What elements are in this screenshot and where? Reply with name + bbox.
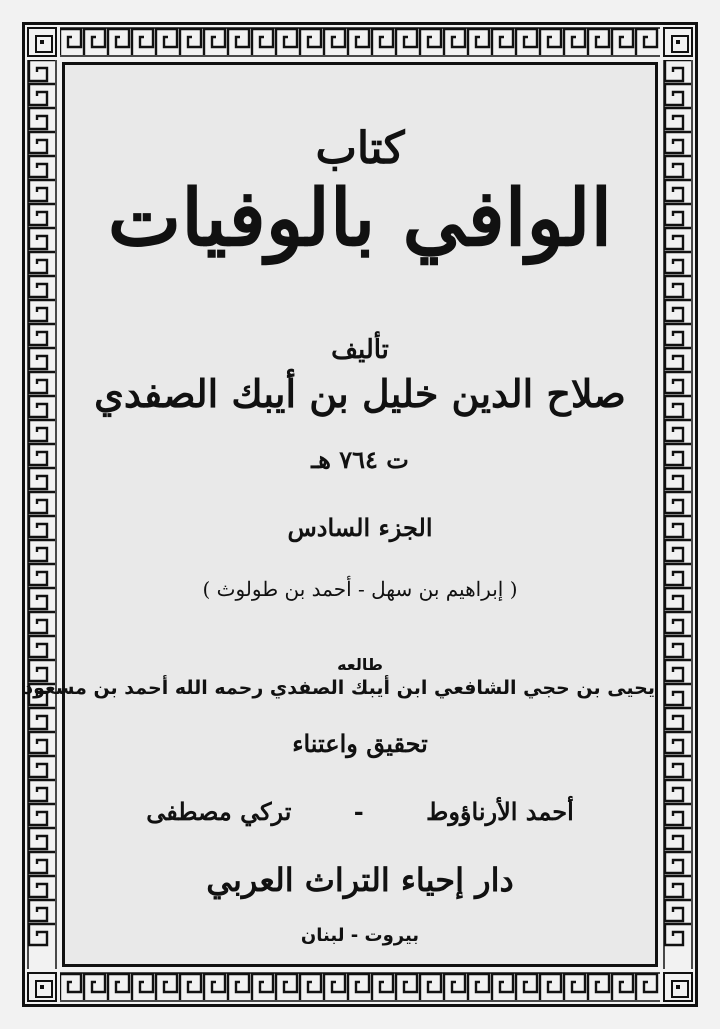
- greek-key-unit: [665, 780, 691, 801]
- greek-key-unit: [228, 29, 249, 55]
- greek-key-unit: [29, 108, 55, 129]
- greek-key-unit: [420, 29, 441, 55]
- editor-name-2: تركي مصطفى: [146, 797, 292, 826]
- greek-key-unit: [564, 29, 585, 55]
- greek-key-unit: [180, 974, 201, 1000]
- review-label: طالعه: [337, 655, 383, 674]
- volume-range: ( إبراهيم بن سهل - أحمد بن طولوث ): [202, 577, 518, 601]
- publisher-city: بيروت - لبنان: [300, 925, 420, 946]
- greek-key-unit: [665, 468, 691, 489]
- greek-key-unit: [665, 660, 691, 681]
- greek-key-unit: [276, 29, 297, 55]
- reviewers-line: يحيى بن حجي الشافعي ابن أيبك الصفدي رحمه الله أحمد بن مسعود: [23, 677, 655, 699]
- greek-key-unit: [348, 974, 369, 1000]
- greek-key-unit: [665, 732, 691, 753]
- greek-key-unit: [29, 228, 55, 249]
- greek-key-unit: [29, 84, 55, 105]
- greek-key-unit: [29, 636, 55, 657]
- greek-key-border-bottom: [60, 971, 660, 1003]
- greek-key-unit: [29, 276, 55, 297]
- greek-key-unit: [564, 974, 585, 1000]
- greek-key-unit: [665, 204, 691, 225]
- greek-key-unit: [29, 300, 55, 321]
- greek-key-unit: [29, 900, 55, 921]
- greek-key-unit: [29, 492, 55, 513]
- editor-separator: -: [353, 797, 364, 826]
- greek-key-unit: [29, 756, 55, 777]
- greek-key-unit: [665, 348, 691, 369]
- greek-key-unit: [29, 372, 55, 393]
- greek-key-unit: [29, 180, 55, 201]
- greek-key-unit: [29, 60, 55, 81]
- greek-key-unit: [636, 974, 657, 1000]
- greek-key-unit: [420, 974, 441, 1000]
- greek-key-unit: [300, 974, 321, 1000]
- greek-key-unit: [665, 108, 691, 129]
- greek-key-unit: [665, 420, 691, 441]
- greek-key-unit: [156, 29, 177, 55]
- corner-ornament-top-left: [27, 27, 57, 57]
- greek-key-unit: [372, 29, 393, 55]
- greek-key-unit: [444, 974, 465, 1000]
- greek-key-unit: [665, 804, 691, 825]
- greek-key-unit: [665, 852, 691, 873]
- greek-key-unit: [29, 444, 55, 465]
- greek-key-unit: [612, 974, 633, 1000]
- greek-key-unit: [665, 492, 691, 513]
- greek-key-unit: [29, 804, 55, 825]
- greek-key-unit: [324, 974, 345, 1000]
- greek-key-border-left: [26, 60, 58, 969]
- greek-key-unit: [665, 84, 691, 105]
- greek-key-unit: [252, 974, 273, 1000]
- greek-key-unit: [29, 732, 55, 753]
- greek-key-unit: [665, 900, 691, 921]
- corner-ornament-bottom-left: [27, 972, 57, 1002]
- greek-key-unit: [204, 974, 225, 1000]
- greek-key-unit: [516, 974, 537, 1000]
- volume-number: الجزء السادس: [287, 513, 433, 542]
- greek-key-unit: [540, 29, 561, 55]
- greek-key-unit: [444, 29, 465, 55]
- greek-key-unit: [665, 372, 691, 393]
- book-title: الوافي بالوفيات: [107, 173, 613, 264]
- greek-key-unit: [540, 974, 561, 1000]
- greek-key-unit: [132, 29, 153, 55]
- greek-key-unit: [588, 974, 609, 1000]
- greek-key-unit: [29, 420, 55, 441]
- greek-key-unit: [665, 396, 691, 417]
- greek-key-unit: [665, 564, 691, 585]
- greek-key-unit: [665, 444, 691, 465]
- greek-key-unit: [324, 29, 345, 55]
- greek-key-unit: [665, 876, 691, 897]
- greek-key-unit: [29, 540, 55, 561]
- kitab-heading: كتاب: [315, 123, 405, 174]
- greek-key-unit: [29, 204, 55, 225]
- greek-key-unit: [60, 974, 81, 1000]
- greek-key-unit: [132, 974, 153, 1000]
- greek-key-unit: [665, 756, 691, 777]
- greek-key-unit: [276, 974, 297, 1000]
- greek-key-unit: [665, 132, 691, 153]
- title-page-content: [23, 65, 655, 964]
- greek-key-unit: [60, 29, 81, 55]
- greek-key-unit: [156, 974, 177, 1000]
- greek-key-unit: [588, 29, 609, 55]
- greek-key-unit: [29, 396, 55, 417]
- greek-key-unit: [372, 974, 393, 1000]
- authorship-label: تأليف: [331, 335, 389, 365]
- greek-key-unit: [84, 974, 105, 1000]
- greek-key-unit: [665, 924, 691, 945]
- greek-key-unit: [665, 156, 691, 177]
- greek-key-unit: [665, 516, 691, 537]
- greek-key-unit: [29, 828, 55, 849]
- greek-key-unit: [665, 708, 691, 729]
- greek-key-unit: [29, 852, 55, 873]
- greek-key-unit: [228, 974, 249, 1000]
- greek-key-unit: [348, 29, 369, 55]
- greek-key-unit: [204, 29, 225, 55]
- greek-key-unit: [665, 636, 691, 657]
- greek-key-unit: [29, 780, 55, 801]
- greek-key-unit: [665, 588, 691, 609]
- author-name: صلاح الدين خليل بن أيبك الصفدي: [94, 371, 626, 416]
- death-year: ت ٧٦٤ هـ: [311, 445, 409, 474]
- greek-key-unit: [396, 974, 417, 1000]
- greek-key-unit: [665, 684, 691, 705]
- corner-ornament-bottom-right: [663, 972, 693, 1002]
- greek-key-unit: [665, 612, 691, 633]
- greek-key-unit: [665, 252, 691, 273]
- greek-key-unit: [29, 132, 55, 153]
- greek-key-unit: [300, 29, 321, 55]
- greek-key-unit: [516, 29, 537, 55]
- corner-ornament-top-right: [663, 27, 693, 57]
- greek-key-unit: [665, 324, 691, 345]
- greek-key-unit: [252, 29, 273, 55]
- greek-key-unit: [180, 29, 201, 55]
- publisher-name: دار إحياء التراث العربي: [206, 861, 514, 899]
- greek-key-unit: [29, 252, 55, 273]
- tahqiq-label: تحقيق واعتناء: [292, 729, 428, 758]
- greek-key-unit: [468, 29, 489, 55]
- greek-key-unit: [29, 348, 55, 369]
- greek-key-unit: [29, 708, 55, 729]
- greek-key-unit: [29, 156, 55, 177]
- greek-key-unit: [108, 29, 129, 55]
- greek-key-unit: [84, 29, 105, 55]
- greek-key-unit: [29, 612, 55, 633]
- greek-key-unit: [612, 29, 633, 55]
- greek-key-unit: [29, 468, 55, 489]
- greek-key-unit: [665, 180, 691, 201]
- greek-key-unit: [492, 974, 513, 1000]
- greek-key-unit: [396, 29, 417, 55]
- greek-key-unit: [29, 924, 55, 945]
- greek-key-border-top: [60, 26, 660, 58]
- greek-key-unit: [665, 60, 691, 81]
- greek-key-unit: [29, 324, 55, 345]
- greek-key-unit: [665, 828, 691, 849]
- greek-key-unit: [108, 974, 129, 1000]
- greek-key-unit: [492, 29, 513, 55]
- editor-name-1: أحمد الأرناؤوط: [426, 797, 574, 826]
- greek-key-unit: [468, 974, 489, 1000]
- greek-key-unit: [29, 588, 55, 609]
- greek-key-unit: [636, 29, 657, 55]
- greek-key-unit: [665, 300, 691, 321]
- editors-line: [65, 797, 655, 826]
- greek-key-unit: [665, 276, 691, 297]
- greek-key-border-right: [662, 60, 694, 969]
- greek-key-unit: [29, 564, 55, 585]
- greek-key-unit: [29, 876, 55, 897]
- greek-key-unit: [665, 540, 691, 561]
- greek-key-unit: [665, 228, 691, 249]
- greek-key-unit: [29, 516, 55, 537]
